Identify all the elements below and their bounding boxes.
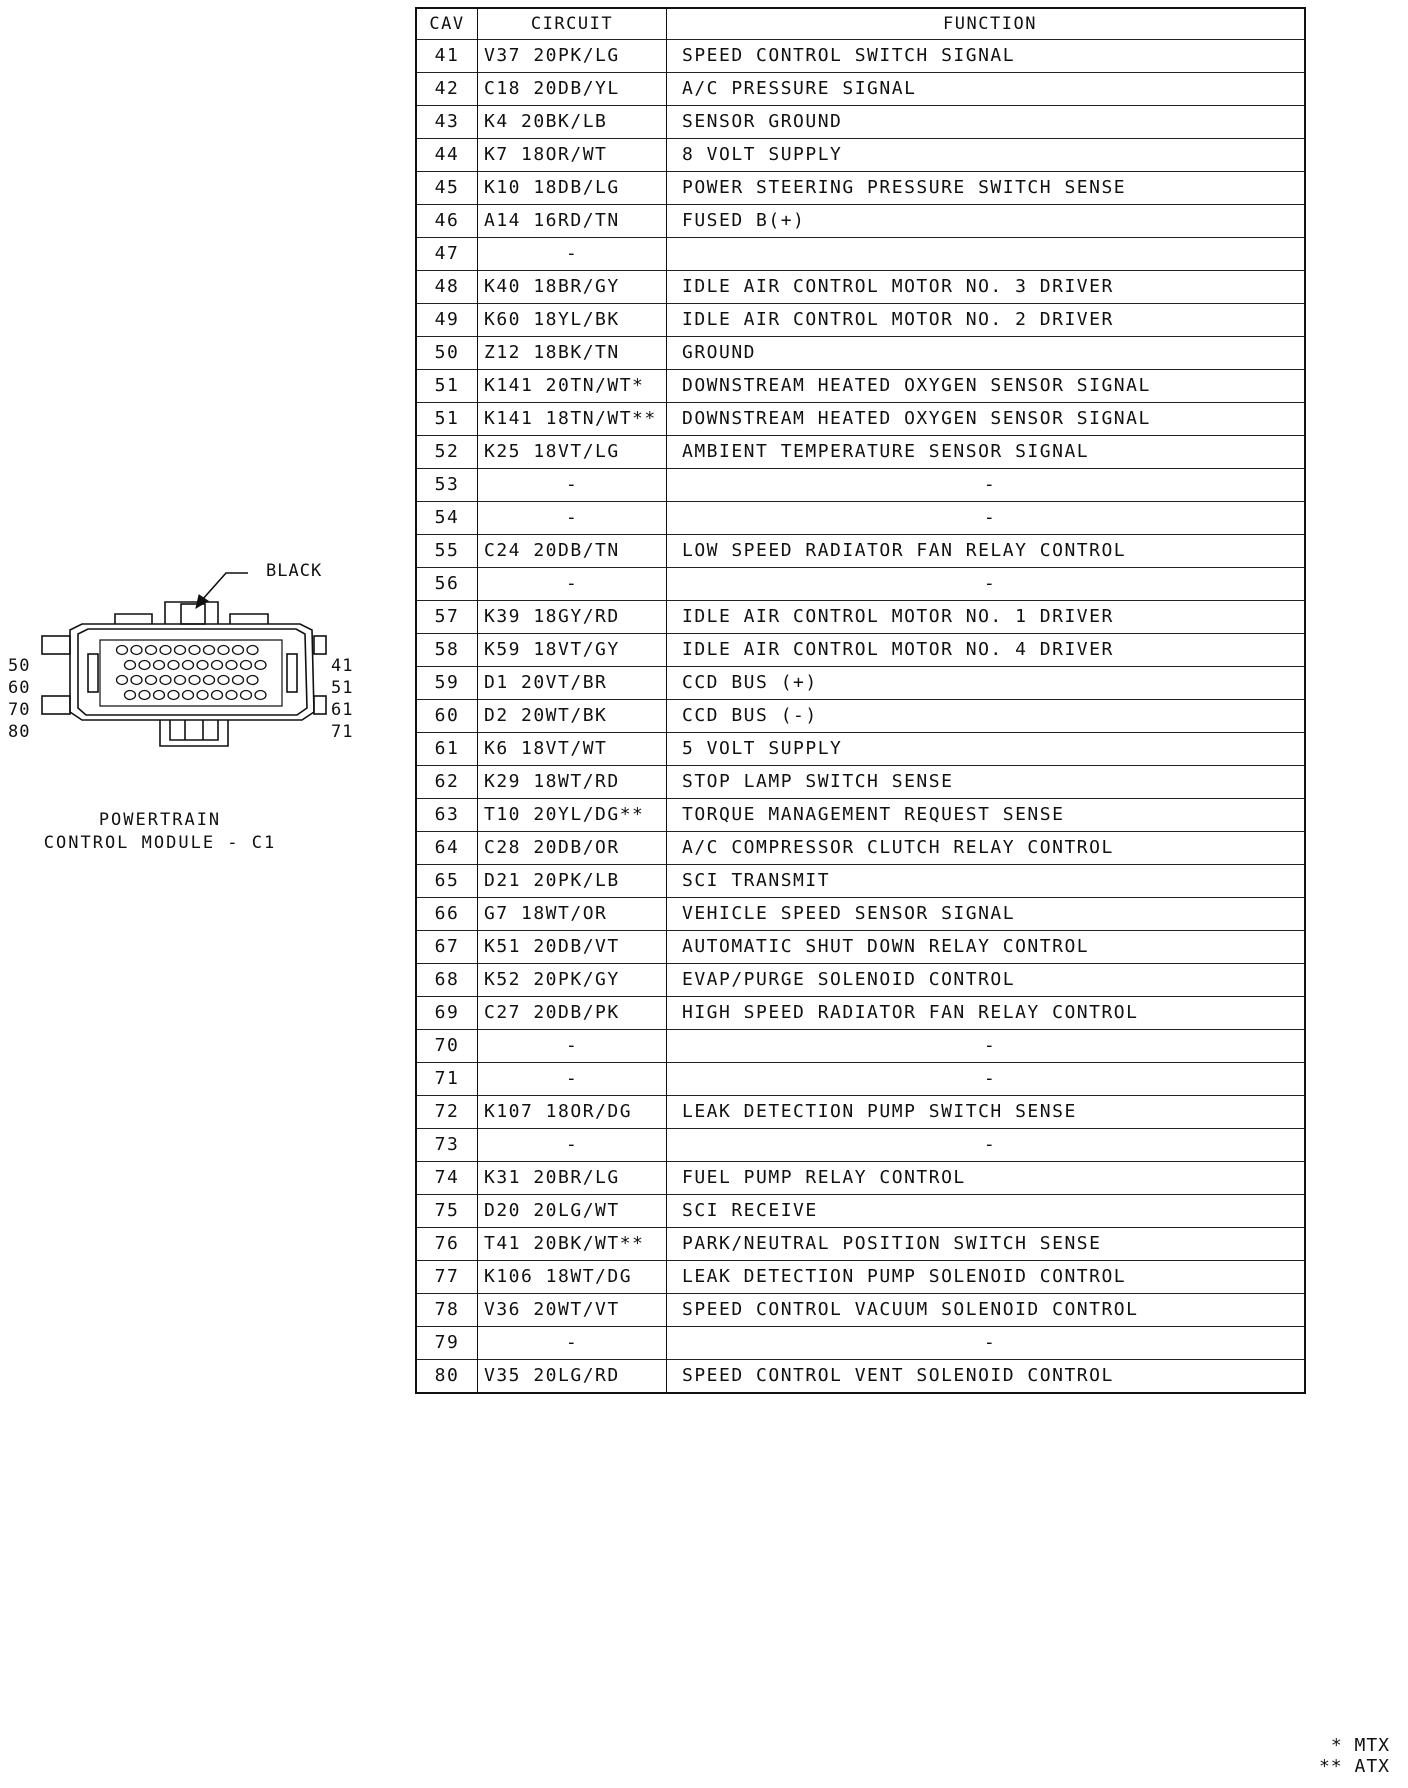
circuit-cell: K141 18TN/WT**: [478, 403, 667, 436]
header-circuit: CIRCUIT: [478, 8, 667, 40]
table-row: [416, 1195, 1305, 1228]
table-row: [416, 1030, 1305, 1063]
table-row: [416, 898, 1305, 931]
function-cell: DOWNSTREAM HEATED OXYGEN SENSOR SIGNAL: [682, 375, 1151, 396]
function-cell: AUTOMATIC SHUT DOWN RELAY CONTROL: [682, 936, 1090, 957]
pin-cavity: [125, 661, 136, 670]
table-row: [416, 1063, 1305, 1096]
pin-cavity: [204, 646, 215, 655]
circuit-cell: -: [478, 238, 667, 271]
function-cell: GROUND: [682, 342, 757, 363]
pin-cavity: [131, 646, 142, 655]
circuit-cell: A14 16RD/TN: [478, 205, 667, 238]
pin-cavity: [247, 646, 258, 655]
circuit-cell: K141 20TN/WT*: [478, 370, 667, 403]
table-row: [416, 1228, 1305, 1261]
cav-cell: 42: [416, 73, 478, 106]
table-row: [416, 931, 1305, 964]
table-row: [416, 766, 1305, 799]
table-row: [416, 205, 1305, 238]
cav-cell: 43: [416, 106, 478, 139]
pin-cavity: [241, 661, 252, 670]
pin-cavity: [255, 691, 266, 700]
table-row: [416, 865, 1305, 898]
cav-cell: 46: [416, 205, 478, 238]
cav-cell: 63: [416, 799, 478, 832]
table-row: [416, 634, 1305, 667]
pinout-table: [415, 7, 1306, 1394]
pin-label-51: 51: [331, 678, 354, 698]
pin-cavity: [197, 661, 208, 670]
function-cell: DOWNSTREAM HEATED OXYGEN SENSOR SIGNAL: [682, 408, 1151, 429]
pin-cavity: [131, 676, 142, 685]
cav-cell: 61: [416, 733, 478, 766]
connector-caption-line2: CONTROL MODULE - C1: [43, 833, 277, 853]
cav-cell: 76: [416, 1228, 478, 1261]
table-row: [416, 568, 1305, 601]
cav-cell: 67: [416, 931, 478, 964]
cav-cell: 79: [416, 1327, 478, 1360]
cav-cell: 58: [416, 634, 478, 667]
circuit-cell: G7 18WT/OR: [478, 898, 667, 931]
pin-cavity: [183, 661, 194, 670]
function-cell: SCI TRANSMIT: [682, 870, 831, 891]
table-row: [416, 469, 1305, 502]
cav-cell: 54: [416, 502, 478, 535]
circuit-cell: -: [478, 568, 667, 601]
function-cell: -: [983, 1332, 997, 1353]
circuit-cell: K39 18GY/RD: [478, 601, 667, 634]
function-cell: CCD BUS (-): [682, 705, 818, 726]
pin-cavity: [233, 676, 244, 685]
pin-cavity: [175, 676, 186, 685]
function-cell: EVAP/PURGE SOLENOID CONTROL: [682, 969, 1016, 990]
cav-cell: 50: [416, 337, 478, 370]
function-cell: -: [983, 507, 997, 528]
table-row: [416, 964, 1305, 997]
circuit-cell: C28 20DB/OR: [478, 832, 667, 865]
pin-label-71: 71: [331, 722, 354, 742]
table-row: [416, 304, 1305, 337]
cav-cell: 77: [416, 1261, 478, 1294]
cav-cell: 80: [416, 1360, 478, 1394]
circuit-cell: -: [478, 1030, 667, 1063]
table-row: [416, 139, 1305, 172]
pin-cavity: [146, 646, 157, 655]
pin-cavity: [189, 676, 200, 685]
pin-cavity: [197, 691, 208, 700]
circuit-cell: K60 18YL/BK: [478, 304, 667, 337]
function-cell: 8 VOLT SUPPLY: [682, 144, 843, 165]
pin-cavity: [212, 691, 223, 700]
function-cell: -: [983, 1068, 997, 1089]
circuit-cell: K4 20BK/LB: [478, 106, 667, 139]
table-row: [416, 1360, 1305, 1394]
table-row: [416, 832, 1305, 865]
function-cell: LEAK DETECTION PUMP SWITCH SENSE: [682, 1101, 1077, 1122]
pin-cavity: [233, 646, 244, 655]
circuit-cell: -: [478, 469, 667, 502]
table-row: [416, 271, 1305, 304]
cav-cell: 75: [416, 1195, 478, 1228]
pin-cavity: [247, 676, 258, 685]
pin-cavities: [0, 540, 380, 800]
pin-label-60: 60: [8, 678, 31, 698]
function-cell: LEAK DETECTION PUMP SOLENOID CONTROL: [682, 1266, 1127, 1287]
table-row: [416, 337, 1305, 370]
circuit-cell: K107 18OR/DG: [478, 1096, 667, 1129]
pin-label-70: 70: [8, 700, 31, 720]
cav-cell: 48: [416, 271, 478, 304]
circuit-cell: D2 20WT/BK: [478, 700, 667, 733]
cav-cell: 59: [416, 667, 478, 700]
circuit-cell: K52 20PK/GY: [478, 964, 667, 997]
pin-cavity: [117, 676, 128, 685]
table-row: [416, 106, 1305, 139]
table-row: [416, 73, 1305, 106]
function-cell: IDLE AIR CONTROL MOTOR NO. 3 DRIVER: [682, 276, 1114, 297]
circuit-cell: T10 20YL/DG**: [478, 799, 667, 832]
pin-cavity: [139, 661, 150, 670]
cav-cell: 64: [416, 832, 478, 865]
cav-cell: 49: [416, 304, 478, 337]
cav-cell: 70: [416, 1030, 478, 1063]
table-row: [416, 436, 1305, 469]
circuit-cell: K51 20DB/VT: [478, 931, 667, 964]
cav-cell: 69: [416, 997, 478, 1030]
function-cell: -: [983, 1035, 997, 1056]
cav-cell: 71: [416, 1063, 478, 1096]
pin-cavity: [189, 646, 200, 655]
cav-cell: 62: [416, 766, 478, 799]
cav-cell: 47: [416, 238, 478, 271]
circuit-cell: K7 18OR/WT: [478, 139, 667, 172]
cav-cell: 66: [416, 898, 478, 931]
pin-cavity: [226, 691, 237, 700]
pin-cavity: [212, 661, 223, 670]
function-cell: IDLE AIR CONTROL MOTOR NO. 1 DRIVER: [682, 606, 1114, 627]
table-row: [416, 1162, 1305, 1195]
table-header-row: [416, 8, 1305, 40]
footnote-mtx: * MTX: [1330, 1735, 1390, 1756]
pin-label-61: 61: [331, 700, 354, 720]
cav-cell: 73: [416, 1129, 478, 1162]
function-cell: -: [983, 1134, 997, 1155]
circuit-cell: -: [478, 1327, 667, 1360]
cav-cell: 78: [416, 1294, 478, 1327]
pin-label-41: 41: [331, 656, 354, 676]
circuit-cell: K106 18WT/DG: [478, 1261, 667, 1294]
table-row: [416, 502, 1305, 535]
function-cell: STOP LAMP SWITCH SENSE: [682, 771, 954, 792]
pin-cavity: [160, 646, 171, 655]
function-cell: TORQUE MANAGEMENT REQUEST SENSE: [682, 804, 1065, 825]
function-cell: -: [983, 474, 997, 495]
footnotes: [1319, 1735, 1390, 1777]
pin-cavity: [226, 661, 237, 670]
function-cell: FUSED B(+): [682, 210, 806, 231]
circuit-cell: K10 18DB/LG: [478, 172, 667, 205]
function-cell: SENSOR GROUND: [682, 111, 843, 132]
header-cav: CAV: [416, 8, 478, 40]
function-cell: A/C COMPRESSOR CLUTCH RELAY CONTROL: [682, 837, 1114, 858]
circuit-cell: -: [478, 1129, 667, 1162]
function-cell: FUEL PUMP RELAY CONTROL: [682, 1167, 966, 1188]
table-row: [416, 1261, 1305, 1294]
pin-cavity: [255, 661, 266, 670]
cav-cell: 41: [416, 40, 478, 73]
circuit-cell: V36 20WT/VT: [478, 1294, 667, 1327]
circuit-cell: K29 18WT/RD: [478, 766, 667, 799]
table-row: [416, 403, 1305, 436]
circuit-cell: -: [478, 1063, 667, 1096]
cav-cell: 65: [416, 865, 478, 898]
cav-cell: 55: [416, 535, 478, 568]
circuit-cell: K25 18VT/LG: [478, 436, 667, 469]
pin-cavity: [175, 646, 186, 655]
header-function: FUNCTION: [943, 13, 1037, 34]
function-cell: SPEED CONTROL SWITCH SIGNAL: [682, 45, 1016, 66]
cav-cell: 44: [416, 139, 478, 172]
circuit-cell: V37 20PK/LG: [478, 40, 667, 73]
connector-caption-line1: POWERTRAIN: [98, 810, 222, 830]
cav-cell: 45: [416, 172, 478, 205]
table-row: [416, 40, 1305, 73]
color-label: BLACK: [266, 561, 323, 581]
table-row: [416, 172, 1305, 205]
pin-cavity: [183, 691, 194, 700]
cav-cell: 52: [416, 436, 478, 469]
circuit-cell: K59 18VT/GY: [478, 634, 667, 667]
cav-cell: 53: [416, 469, 478, 502]
cav-cell: 56: [416, 568, 478, 601]
function-cell: -: [983, 573, 997, 594]
circuit-cell: -: [478, 502, 667, 535]
circuit-cell: K31 20BR/LG: [478, 1162, 667, 1195]
table-row: [416, 601, 1305, 634]
cav-cell: 72: [416, 1096, 478, 1129]
circuit-cell: D20 20LG/WT: [478, 1195, 667, 1228]
circuit-cell: V35 20LG/RD: [478, 1360, 667, 1394]
function-cell: LOW SPEED RADIATOR FAN RELAY CONTROL: [682, 540, 1127, 561]
function-cell: [667, 238, 1306, 271]
circuit-cell: C18 20DB/YL: [478, 73, 667, 106]
table-row: [416, 733, 1305, 766]
pin-cavity: [160, 676, 171, 685]
circuit-cell: D1 20VT/BR: [478, 667, 667, 700]
table-row: [416, 667, 1305, 700]
table-row: [416, 238, 1305, 271]
table-row: [416, 1327, 1305, 1360]
table-row: [416, 700, 1305, 733]
circuit-cell: T41 20BK/WT**: [478, 1228, 667, 1261]
pin-cavity: [218, 676, 229, 685]
function-cell: HIGH SPEED RADIATOR FAN RELAY CONTROL: [682, 1002, 1139, 1023]
function-cell: IDLE AIR CONTROL MOTOR NO. 2 DRIVER: [682, 309, 1114, 330]
function-cell: AMBIENT TEMPERATURE SENSOR SIGNAL: [682, 441, 1090, 462]
pin-cavity: [154, 661, 165, 670]
function-cell: SPEED CONTROL VACUUM SOLENOID CONTROL: [682, 1299, 1139, 1320]
table-row: [416, 799, 1305, 832]
connector-diagram: [0, 540, 380, 870]
function-cell: 5 VOLT SUPPLY: [682, 738, 843, 759]
table-row: [416, 535, 1305, 568]
circuit-cell: Z12 18BK/TN: [478, 337, 667, 370]
pin-cavity: [154, 691, 165, 700]
table-row: [416, 1129, 1305, 1162]
circuit-cell: K40 18BR/GY: [478, 271, 667, 304]
circuit-cell: D21 20PK/LB: [478, 865, 667, 898]
cav-cell: 74: [416, 1162, 478, 1195]
pin-cavity: [168, 691, 179, 700]
function-cell: POWER STEERING PRESSURE SWITCH SENSE: [682, 177, 1127, 198]
function-cell: VEHICLE SPEED SENSOR SIGNAL: [682, 903, 1016, 924]
pin-cavity: [125, 691, 136, 700]
circuit-cell: C27 20DB/PK: [478, 997, 667, 1030]
function-cell: CCD BUS (+): [682, 672, 818, 693]
function-cell: SCI RECEIVE: [682, 1200, 818, 1221]
table-row: [416, 1294, 1305, 1327]
circuit-cell: K6 18VT/WT: [478, 733, 667, 766]
table-row: [416, 997, 1305, 1030]
pin-cavity: [117, 646, 128, 655]
pin-cavity: [139, 691, 150, 700]
circuit-cell: C24 20DB/TN: [478, 535, 667, 568]
pin-label-80: 80: [8, 722, 31, 742]
function-cell: PARK/NEUTRAL POSITION SWITCH SENSE: [682, 1233, 1102, 1254]
table-row: [416, 1096, 1305, 1129]
footnote-atx: ** ATX: [1318, 1756, 1390, 1777]
pin-cavity: [241, 691, 252, 700]
function-cell: SPEED CONTROL VENT SOLENOID CONTROL: [682, 1365, 1114, 1386]
cav-cell: 68: [416, 964, 478, 997]
pin-cavity: [204, 676, 215, 685]
pin-cavity: [168, 661, 179, 670]
cav-cell: 57: [416, 601, 478, 634]
pin-label-50: 50: [8, 656, 31, 676]
pin-cavity: [146, 676, 157, 685]
function-cell: IDLE AIR CONTROL MOTOR NO. 4 DRIVER: [682, 639, 1114, 660]
function-cell: A/C PRESSURE SIGNAL: [682, 78, 917, 99]
cav-cell: 51: [416, 370, 478, 403]
table-row: [416, 370, 1305, 403]
cav-cell: 51: [416, 403, 478, 436]
cav-cell: 60: [416, 700, 478, 733]
pin-cavity: [218, 646, 229, 655]
